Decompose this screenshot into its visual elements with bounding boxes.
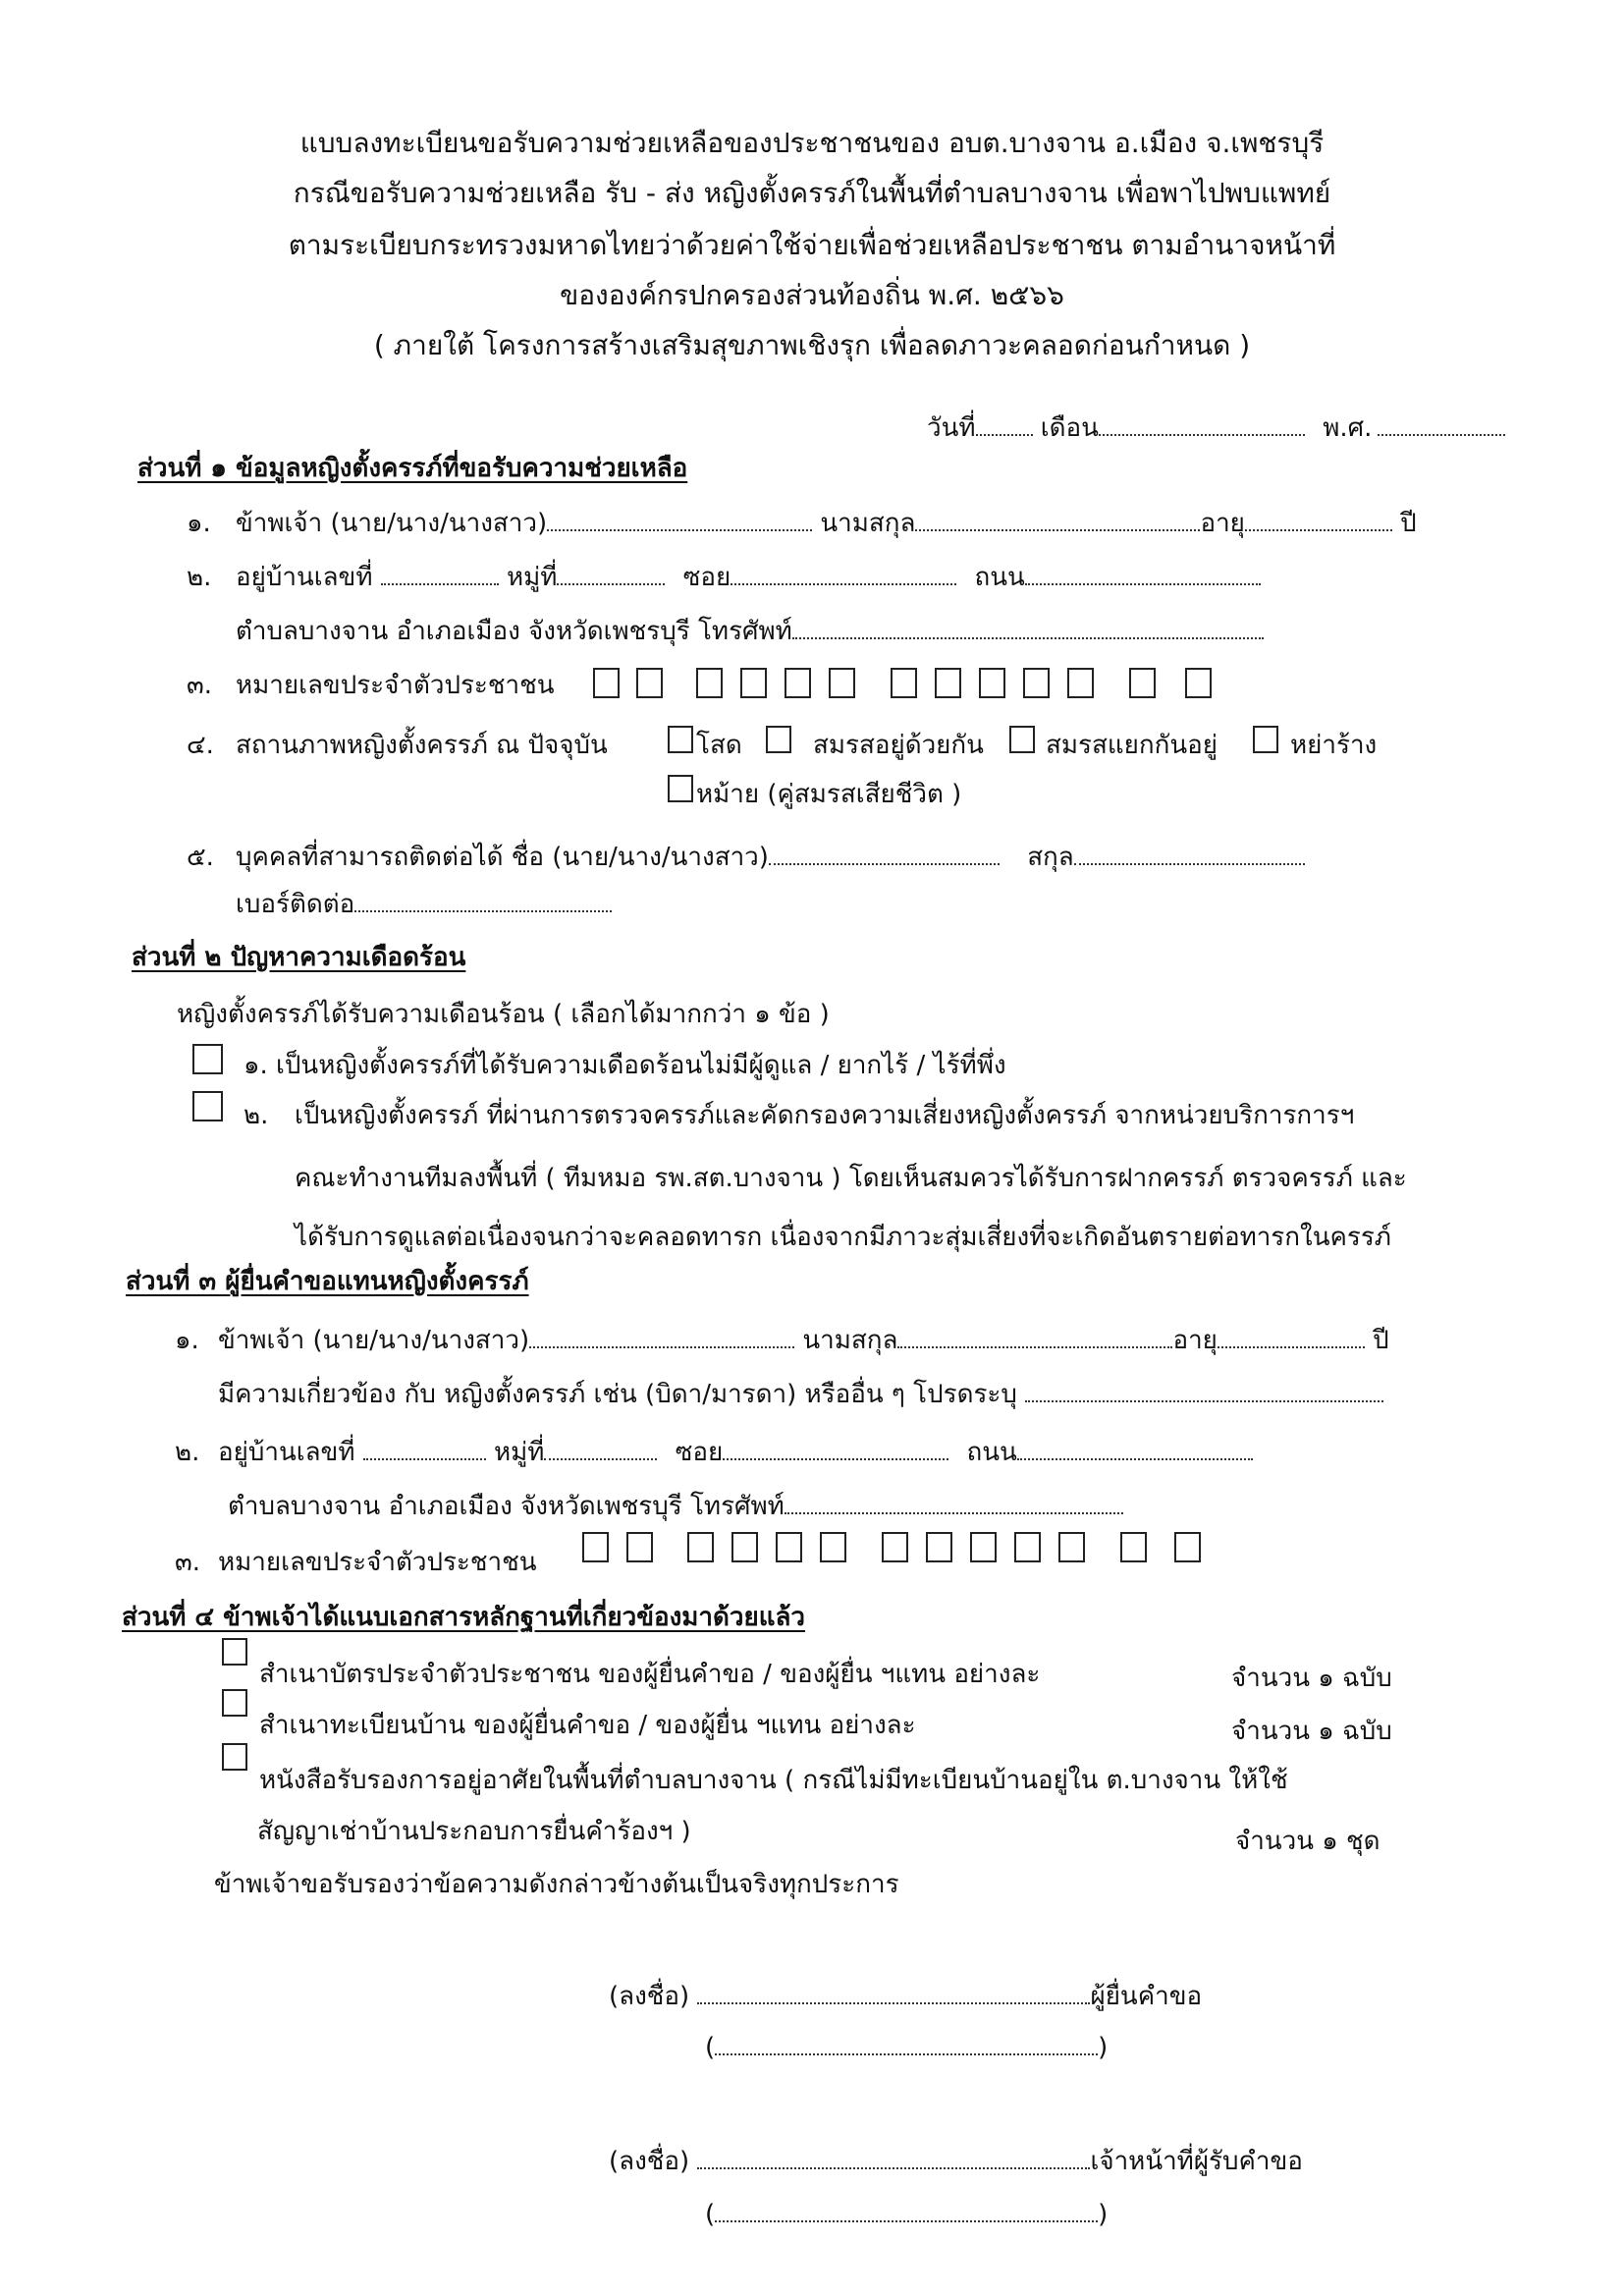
doc1-checkbox[interactable] <box>222 1638 247 1666</box>
s3-moo-field[interactable] <box>544 1454 657 1460</box>
s2-option2-line3: ได้รับการดูแลต่อเนื่องจนกว่าจะคลอดทารก เนื่องจากมีภาวะสุ่มเสี่ยงที่จะเกิดอันตรายต่อทารกในครรภ์ <box>295 1223 1391 1252</box>
s3-relation-label: มีความเกี่ยวข้อง กับ หญิงตั้งครรภ์ เช่น (บิดา/มารดา) หรืออื่น ๆ โปรดระบุ <box>218 1380 1017 1409</box>
s1-status-label: สถานภาพหญิงตั้งครรภ์ ณ ปัจจุบัน <box>236 731 608 760</box>
section1-title: ส่วนที่ ๑ ข้อมูลหญิงตั้งครรภ์ที่ขอรับความช่วยเหลือ <box>137 454 688 483</box>
status-widowed-label: หม้าย (คู่สมรสเสียชีวิต ) <box>696 780 962 809</box>
s3-road-field[interactable] <box>1017 1454 1253 1460</box>
s3-id-label: หมายเลขประจำตัวประชาชน <box>218 1548 537 1577</box>
s3-house-label: อยู่บ้านเลขที่ <box>218 1438 355 1467</box>
s3-item1-num: ๑. <box>175 1326 199 1355</box>
s1-contact-name-field[interactable] <box>769 859 1000 865</box>
s1-contact-phone-row <box>236 892 612 917</box>
form-title-line-1: แบบลงทะเบียนขอรับความช่วยเหลือของประชาชนของ อบต.บางจาน อ.เมือง จ.เพชรบุรี <box>299 127 1325 159</box>
s1-item3-num: ๓. <box>187 671 213 700</box>
doc3-label-line2: สัญญาเช่าบ้านประกอบการยื่นคำร้องฯ ) <box>257 1817 691 1846</box>
s1-house-field[interactable] <box>381 579 499 585</box>
s3-id-digit-box[interactable] <box>970 1532 997 1562</box>
s3-item1-row <box>218 1328 1389 1353</box>
certify-statement: ข้าพเจ้าขอรับรองว่าข้อความดังกล่าวข้างต้นเป็นจริงทุกประการ <box>214 1870 899 1899</box>
doc2-checkbox[interactable] <box>222 1689 247 1717</box>
s1-id-digit-box[interactable] <box>1023 668 1050 698</box>
s1-name-field[interactable] <box>547 525 812 531</box>
day-label: วันที่ <box>927 413 976 443</box>
s1-contact-phone-label: เบอร์ติดต่อ <box>236 890 355 919</box>
s1-soi-field[interactable] <box>731 579 956 585</box>
s3-phone-field[interactable] <box>785 1508 1123 1514</box>
s1-location-row <box>236 619 1264 644</box>
officer-signature-field[interactable] <box>697 2163 1090 2169</box>
s1-road-label: ถนน <box>974 563 1025 592</box>
s1-item5-num: ๕. <box>187 843 214 872</box>
doc3-label-line1: หนังสือรับรองการอยู่อาศัยในพื้นที่ตำบลบางจาน ( กรณีไม่มีทะเบียนบ้านอยู่ใน ต.บางจาน ให้ใช้ <box>259 1766 1288 1795</box>
s2-option2-num: ๒. <box>244 1101 269 1130</box>
s2-option2-line2: คณะทำงานทีมลงพื้นที่ ( ทีมหมอ รพ.สต.บางจาน ) โดยเห็นสมควรได้รับการฝากครรภ์ ตรวจครรภ์ และ <box>295 1164 1407 1193</box>
month-field[interactable] <box>1099 430 1305 436</box>
form-title-line-5: ( ภายใต้ โครงการสร้างเสริมสุขภาพเชิงรุก เพื่อลดภาวะคลอดก่อนกำหนด ) <box>373 329 1251 361</box>
s3-name-field[interactable] <box>529 1342 794 1348</box>
s1-soi-label: ซอย <box>682 563 731 592</box>
s1-contact-phone-field[interactable] <box>354 906 612 912</box>
status-single-checkbox[interactable] <box>668 726 693 753</box>
applicant-role-label: ผู้ยื่นคำขอ <box>1090 1982 1203 2011</box>
s1-id-digit-box[interactable] <box>696 668 723 698</box>
s2-intro: หญิงตั้งครรภ์ได้รับความเดือนร้อน ( เลือกได้มากกว่า ๑ ข้อ ) <box>177 1000 830 1029</box>
s1-phone-field[interactable] <box>792 633 1264 639</box>
status-divorced-checkbox[interactable] <box>1253 726 1278 753</box>
s1-id-digit-box[interactable] <box>891 668 917 698</box>
s1-id-digit-box[interactable] <box>935 668 961 698</box>
s1-id-digit-box[interactable] <box>829 668 855 698</box>
s3-item2-row <box>218 1440 1253 1465</box>
s3-item3-num: ๓. <box>175 1548 201 1577</box>
doc3-quantity: จำนวน ๑ ชุด <box>1235 1827 1380 1856</box>
paren-close: ) <box>1098 2033 1109 2062</box>
s3-road-label: ถนน <box>966 1438 1017 1467</box>
status-married-label: สมรสอยู่ด้วยกัน <box>813 731 984 760</box>
status-single-label: โสด <box>696 731 742 760</box>
s3-id-digit-box[interactable] <box>1120 1532 1147 1562</box>
s1-contact-surname-label: สกุล <box>1027 843 1074 872</box>
s3-soi-label: ซอย <box>675 1438 724 1467</box>
section2-title: ส่วนที่ ๒ ปัญหาความเดือดร้อน <box>132 943 466 972</box>
officer-sign-prefix: (ลงชื่อ) <box>609 2147 690 2176</box>
section3-title: ส่วนที่ ๓ ผู้ยื่นคำขอแทนหญิงตั้งครรภ์ <box>126 1267 529 1296</box>
s1-moo-field[interactable] <box>557 579 665 585</box>
s1-item4-num: ๔. <box>187 731 214 760</box>
applicant-signature-row <box>609 1984 1202 2009</box>
paren-open: ( <box>705 2033 716 2062</box>
s3-id-digit-box[interactable] <box>687 1532 714 1562</box>
s1-id-digit-box[interactable] <box>979 668 1005 698</box>
s1-age-field[interactable] <box>1245 525 1392 531</box>
s3-id-digit-box[interactable] <box>820 1532 846 1562</box>
s1-name-label: ข้าพเจ้า (นาย/นาง/นางสาว) <box>236 509 548 538</box>
s3-relation-field[interactable] <box>1025 1396 1383 1402</box>
s3-name-label: ข้าพเจ้า (นาย/นาง/นางสาว) <box>218 1326 530 1355</box>
s1-road-field[interactable] <box>1025 579 1261 585</box>
applicant-printed-name-field[interactable] <box>715 2050 1098 2055</box>
s3-id-digit-box[interactable] <box>626 1532 653 1562</box>
form-title-line-3: ตามระเบียบกระทรวงมหาดไทยว่าด้วยค่าใช้จ่ายเพื่อช่วยเหลือประชาชน ตามอำนาจหน้าที่ <box>288 229 1336 261</box>
s3-id-digit-box[interactable] <box>582 1532 609 1562</box>
s3-soi-field[interactable] <box>723 1454 948 1460</box>
applicant-sign-prefix: (ลงชื่อ) <box>609 1982 690 2011</box>
s1-contact-row <box>236 845 1305 870</box>
s2-option1-label: ๑. เป็นหญิงตั้งครรภ์ที่ได้รับความเดือดร้อนไม่มีผู้ดูแล / ยากไร้ / ไร้ที่พึ่ง <box>244 1051 1006 1080</box>
officer-role-label: เจ้าหน้าที่ผู้รับคำขอ <box>1090 2147 1303 2176</box>
officer-signature-row <box>609 2149 1303 2174</box>
status-divorced-label: หย่าร้าง <box>1290 731 1378 760</box>
s3-location-row <box>228 1494 1123 1519</box>
s1-id-label: หมายเลขประจำตัวประชาชน <box>236 671 555 700</box>
doc1-quantity: จำนวน ๑ ฉบับ <box>1231 1664 1392 1693</box>
form-title-line-4: ขององค์กรปกครองส่วนท้องถิ่น พ.ศ. ๒๕๖๖ <box>560 279 1064 311</box>
s1-contact-label: บุคคลที่สามารถติดต่อได้ ชื่อ (นาย/นาง/นางสาว) <box>236 843 769 872</box>
form-title-line-2: กรณีขอรับความช่วยเหลือ รับ - ส่ง หญิงตั้งครรภ์ในพื้นที่ตำบลบางจาน เพื่อพาไปพบแพทย์ <box>293 177 1331 209</box>
s1-id-digit-box[interactable] <box>1185 668 1212 698</box>
s1-id-digit-box[interactable] <box>1067 668 1094 698</box>
s2-option1-checkbox[interactable] <box>192 1044 223 1074</box>
s1-id-digit-box[interactable] <box>1129 668 1156 698</box>
s1-house-label: อยู่บ้านเลขที่ <box>236 563 373 592</box>
status-married-checkbox[interactable] <box>766 726 791 753</box>
doc2-quantity: จำนวน ๑ ฉบับ <box>1231 1717 1392 1746</box>
s1-item2-row <box>236 565 1261 590</box>
s3-age-unit: ปี <box>1373 1326 1389 1355</box>
s1-id-digit-box[interactable] <box>785 668 811 698</box>
doc1-label: สำเนาบัตรประจำตัวประชาชน ของผู้ยื่นคำขอ / ของผู้ยื่น ฯแทน อย่างละ <box>259 1660 1041 1689</box>
s3-id-digit-box[interactable] <box>1174 1532 1201 1562</box>
month-label: เดือน <box>1040 413 1099 443</box>
section4-title: ส่วนที่ ๔ ข้าพเจ้าได้แนบเอกสารหลักฐานที่เกี่ยวข้องมาด้วยแล้ว <box>122 1603 806 1632</box>
applicant-signature-field[interactable] <box>697 1998 1090 2004</box>
s3-id-digit-box[interactable] <box>776 1532 802 1562</box>
s1-moo-label: หมู่ที่ <box>507 563 558 592</box>
s1-id-digit-box[interactable] <box>740 668 767 698</box>
s1-id-digit-box[interactable] <box>636 668 663 698</box>
doc2-label: สำเนาทะเบียนบ้าน ของผู้ยื่นคำขอ / ของผู้ยื่น ฯแทน อย่างละ <box>259 1711 916 1740</box>
paren-open: ( <box>705 2200 716 2229</box>
s1-surname-label: นามสกุล <box>820 509 916 538</box>
s3-age-label: อายุ <box>1172 1326 1218 1355</box>
status-separated-checkbox[interactable] <box>1009 726 1035 753</box>
s1-item2-num: ๒. <box>187 563 212 592</box>
year-field[interactable] <box>1378 430 1505 436</box>
s2-option2-checkbox[interactable] <box>192 1091 223 1121</box>
s1-age-label: อายุ <box>1200 509 1245 538</box>
s2-option2-line1: เป็นหญิงตั้งครรภ์ ที่ผ่านการตรวจครรภ์และคัดกรองความเสี่ยงหญิงตั้งครรภ์ จากหน่วยบริการการฯ <box>295 1101 1355 1130</box>
s3-relation-row <box>218 1382 1383 1407</box>
s3-age-field[interactable] <box>1218 1342 1365 1348</box>
paren-close: ) <box>1098 2200 1109 2229</box>
s3-item2-num: ๒. <box>175 1438 200 1467</box>
applicant-printed-name-row <box>705 2035 1108 2060</box>
s3-surname-label: นามสกุล <box>802 1326 898 1355</box>
s1-item1-num: ๑. <box>187 509 211 538</box>
s1-item1-row <box>236 511 1417 536</box>
s1-contact-surname-field[interactable] <box>1074 859 1305 865</box>
year-label: พ.ศ. <box>1323 413 1373 443</box>
s3-id-digit-box[interactable] <box>1014 1532 1041 1562</box>
s3-house-field[interactable] <box>363 1454 486 1460</box>
day-field[interactable] <box>976 430 1033 436</box>
officer-printed-name-field[interactable] <box>715 2216 1098 2222</box>
status-widowed-checkbox[interactable] <box>668 775 693 802</box>
s3-id-digit-box[interactable] <box>1058 1532 1085 1562</box>
s3-id-digit-box[interactable] <box>926 1532 952 1562</box>
doc3-checkbox[interactable] <box>222 1743 247 1771</box>
s3-id-digit-box[interactable] <box>731 1532 758 1562</box>
officer-printed-name-row <box>705 2202 1108 2227</box>
s3-location-label: ตำบลบางจาน อำเภอเมือง จังหวัดเพชรบุรี โทรศัพท์ <box>228 1492 785 1521</box>
s1-age-unit: ปี <box>1400 509 1417 538</box>
s1-location-label: ตำบลบางจาน อำเภอเมือง จังหวัดเพชรบุรี โทรศัพท์ <box>236 617 792 646</box>
s3-surname-field[interactable] <box>897 1342 1172 1348</box>
status-separated-label: สมรสแยกกันอยู่ <box>1046 731 1218 760</box>
s3-id-digit-box[interactable] <box>882 1532 908 1562</box>
s1-surname-field[interactable] <box>915 525 1200 531</box>
s3-moo-label: หมู่ที่ <box>494 1438 545 1467</box>
date-line <box>927 415 1505 441</box>
s1-id-digit-box[interactable] <box>593 668 620 698</box>
